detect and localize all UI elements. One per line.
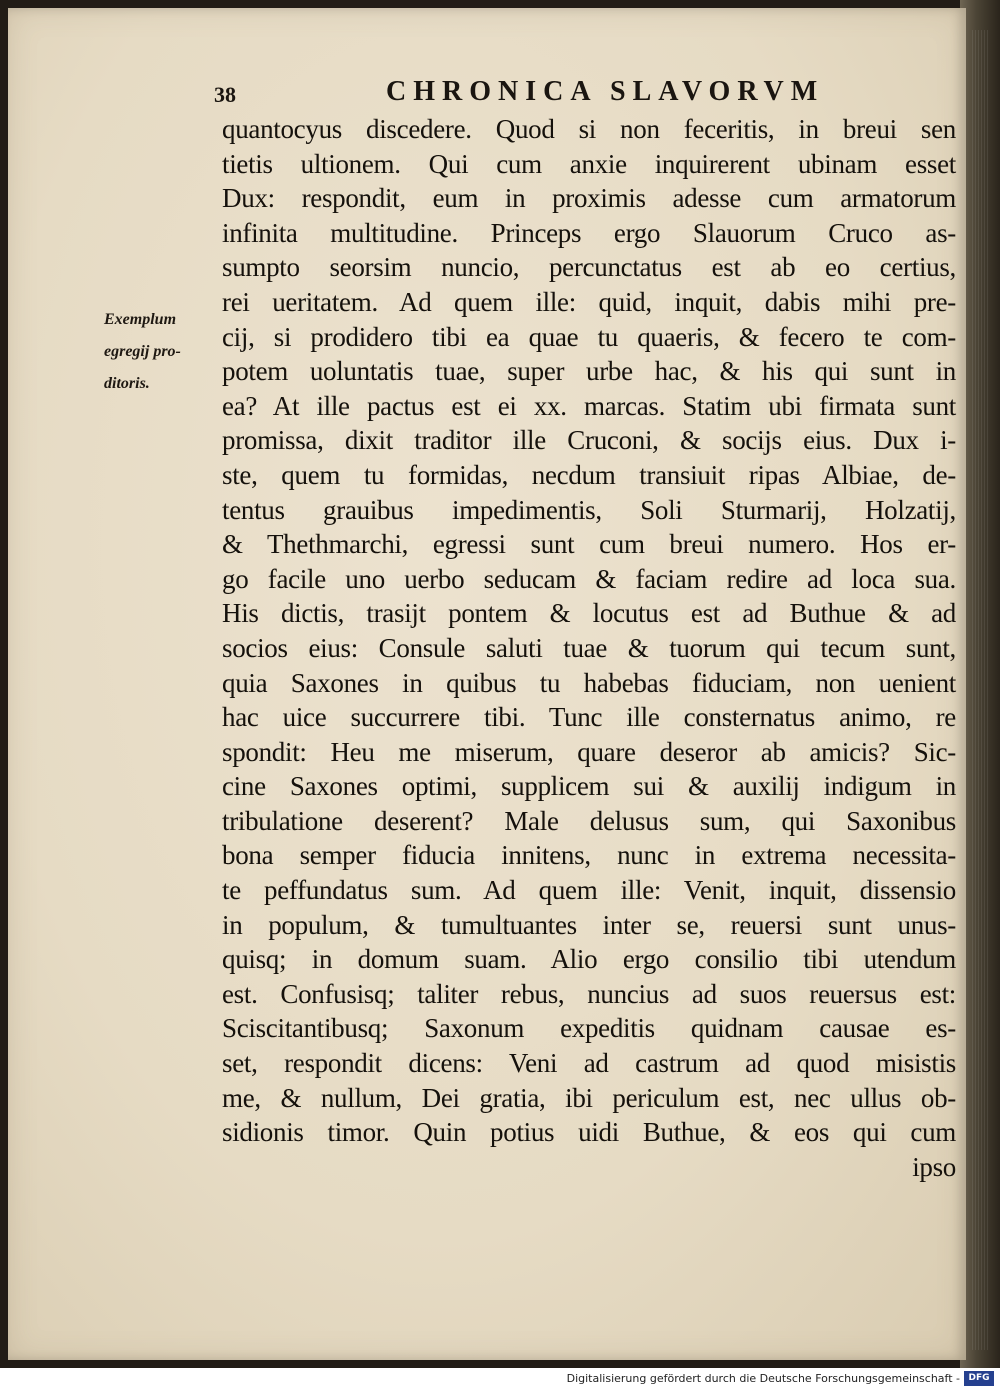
text-line: tentus grauibus impedimentis, Soli Sturmarij, Holzatij, [222, 494, 956, 525]
page-number: 38 [214, 82, 236, 107]
text-line: sidionis timor. Quin potius uidi Buthue, & eos qui cum [222, 1117, 956, 1148]
text-line: set, respondit dicens: Veni ad castrum ad quod misistis [222, 1048, 956, 1079]
text-line: tribulatione deserent? Male delusus sum, qui Saxonibus [222, 805, 956, 836]
text-line: cij, si prodidero tibi ea quae tu quaeris, & fecero te com- [222, 321, 956, 352]
margin-note-line: egregij pro- [104, 343, 181, 360]
text-line: sumpto seorsim nuncio, percunctatus est ab eo certius, [222, 252, 956, 283]
text-line: rei ueritatem. Ad quem ille: quid, inquit, dabis mihi pre- [222, 286, 956, 317]
text-line: promissa, dixit traditor ille Cruconi, & socijs eius. Dux i- [222, 425, 956, 456]
text-line: quia Saxones in quibus tu habebas fiduciam, non uenient [222, 667, 956, 698]
dfg-logo: DFG [964, 1371, 994, 1386]
text-line: spondit: Heu me miserum, quare deseror ab amicis? Sic- [222, 736, 956, 767]
text-line: hac uice succurrere tibi. Tunc ille consternatus animo, re [222, 702, 956, 733]
running-title: CHRONICA SLAVORVM [386, 76, 825, 107]
text-line: ste, quem tu formidas, necdum transiuit ripas Albiae, de- [222, 459, 956, 490]
running-head [200, 70, 960, 110]
body-text [222, 112, 956, 1184]
text-line: in populum, & tumultuantes inter se, reuersi sunt unus- [222, 909, 956, 940]
text-line: socios eius: Consule saluti tuae & tuorum qui tecum sunt, [222, 632, 956, 663]
text-line: ea? At ille pactus est ei xx. marcas. Statim ubi firmata sunt [222, 390, 956, 421]
text-line: bona semper fiducia innitens, nunc in extrema necessita- [222, 840, 956, 871]
text-line: tietis ultionem. Qui cum anxie inquirerent ubinam esset [222, 148, 956, 179]
text-line: go facile uno uerbo seducam & faciam redire ad loca sua. [222, 563, 956, 594]
text-line: quantocyus discedere. Quod si non feceritis, in breui sen [222, 114, 956, 144]
text-line: Dux: respondit, eum in proximis adesse cum armatorum [222, 183, 956, 214]
catchword: ipso [912, 1151, 956, 1182]
text-line: infinita multitudine. Princeps ergo Slauorum Cruco as- [222, 217, 956, 248]
text-line: cine Saxones optimi, supplicem sui & auxilij indigum in [222, 771, 956, 802]
text-line: Sciscitantibusq; Saxonum expeditis quidnam causae es- [222, 1013, 956, 1044]
margin-note [104, 304, 218, 400]
margin-note-line: ditoris. [104, 375, 150, 392]
text-line: me, & nullum, Dei gratia, ibi periculum est, nec ullus ob- [222, 1082, 956, 1113]
text-line: est. Confusisq; taliter rebus, nuncius ad suos reuersus est: [222, 978, 956, 1009]
text-line: His dictis, trasijt pontem & locutus est ad Buthue & ad [222, 598, 956, 629]
text-line: quisq; in domum suam. Alio ergo consilio tibi utendum [222, 944, 956, 975]
funding-credit: Digitalisierung gefördert durch die Deutsche Forschungsgemeinschaft - [566, 1372, 960, 1385]
book-edge-texture [972, 30, 988, 1350]
text-line: potem uoluntatis tuae, super urbe hac, & his qui sunt in [222, 356, 956, 387]
footer-bar [0, 1368, 1000, 1390]
text-line: te peffundatus sum. Ad quem ille: Venit, inquit, dissensio [222, 875, 956, 906]
margin-note-line: Exemplum [104, 311, 177, 328]
text-line: & Thethmarchi, egressi sunt cum breui numero. Hos er- [222, 529, 956, 560]
